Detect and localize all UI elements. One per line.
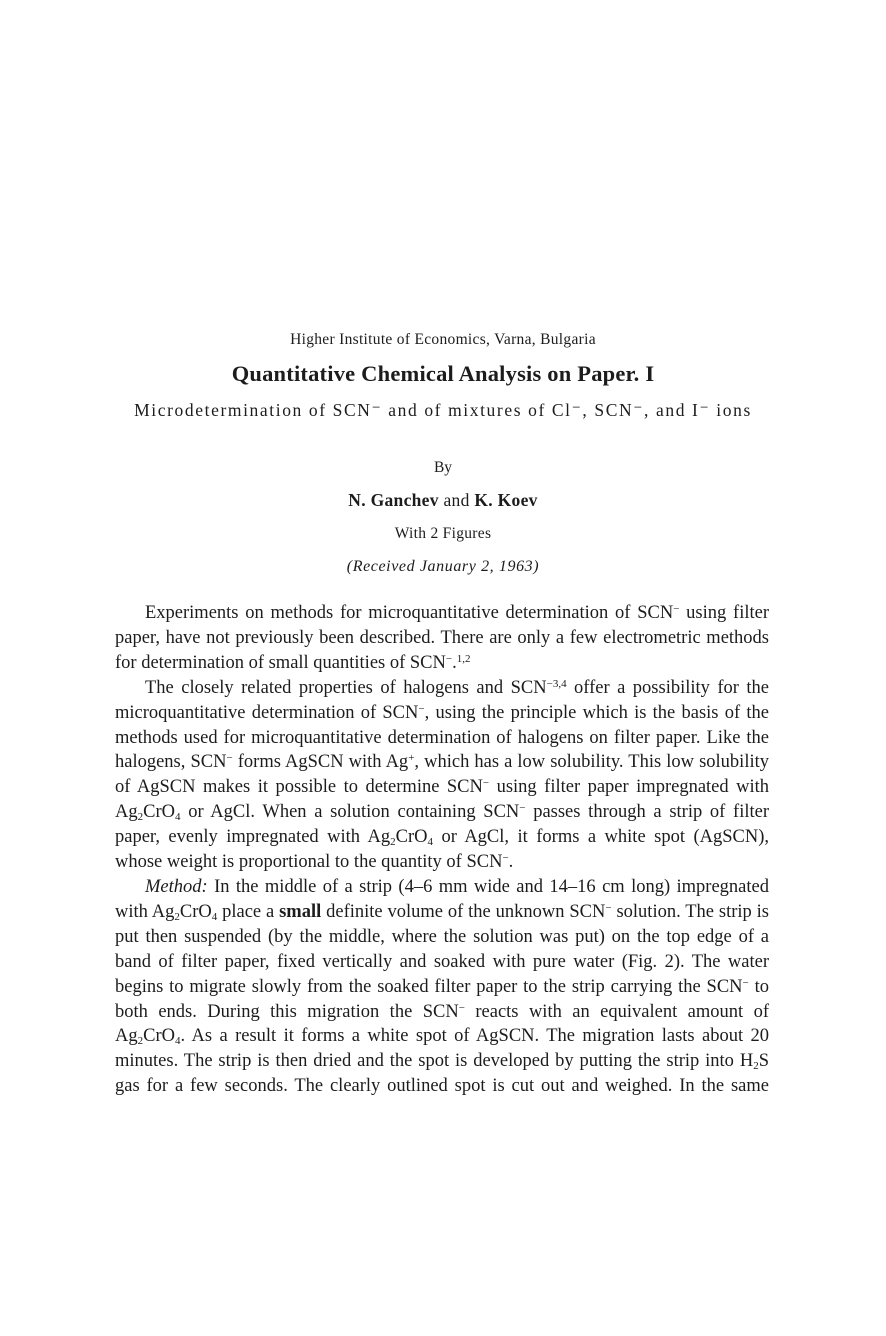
paper-subtitle: Microdetermination of SCN⁻ and of mixtures of Cl⁻, SCN⁻, and I⁻ ions — [134, 400, 752, 420]
paragraph-2: The closely related properties of halogens and $SCN^{-3,4}$ offer a possibility for the microquantitative determination of SCN−, using the principle which is the basis of the methods used for microquantitative determination of halogens on filter paper. Like the halogens, SCN− forms AgSCN with Ag+, which has a low solubility. This low solubility of AgSCN makes it possible to determine SCN− using filter paper impregnated with $Ag_2CrO_4$ or AgCl. When a solution containing SCN− passes through a strip of filter paper, evenly impregnated with $Ag_2CrO_4$ or AgCl, it forms a white spot (AgSCN), whose weight is proportional to the quantity of SCN−. — [115, 677, 769, 873]
author-1: N. Ganchev — [348, 490, 439, 510]
author-and: and — [443, 490, 470, 510]
author-2: K. Koev — [474, 490, 538, 510]
received-date: (Received January 2, 1963) — [346, 558, 540, 575]
paper-title: Quantitative Chemical Analysis on Paper. I — [231, 361, 655, 386]
method-label: Method: — [145, 876, 208, 897]
affiliation: Higher Institute of Economics, Varna, Bulgaria — [290, 331, 596, 348]
paragraph-1: Experiments on methods for microquantitative determination of SCN− using filter paper, have not previously been described. There are only a few electrometric methods for determination of small quantities of SCN−.$^{1,2}$ — [115, 603, 769, 673]
citation-ref: 1,2 — [456, 652, 471, 665]
body-text — [115, 601, 769, 1099]
citation-ref: −3,4 — [546, 677, 567, 690]
paragraph-3: Method: In the middle of a strip (4–6 mm wide and 14–16 cm long) impregnated with $Ag_2CrO_4$ place a small definite volume of the unknown SCN− solution. The strip is put then suspended (by the middle, where the solution was put) on the top edge of a band of filter paper, fixed vertically and soaked with pure water (Fig. 2). The water begins to migrate slowly from the soaked filter paper to the strip carrying the SCN− to both ends. During this migration the SCN− reacts with an equivalent amount of $Ag_2CrO_4$. As a result it forms a white spot of AgSCN. The migration lasts about 20 minutes. The strip is then dried and the spot is developed by putting the strip into $H_2S$ gas for a few seconds. The clearly outlined spot is cut out and weighed. In the same — [115, 876, 770, 1097]
figures-note: With 2 Figures — [394, 525, 492, 542]
byline-by: By — [433, 459, 453, 476]
authors — [0, 490, 886, 511]
